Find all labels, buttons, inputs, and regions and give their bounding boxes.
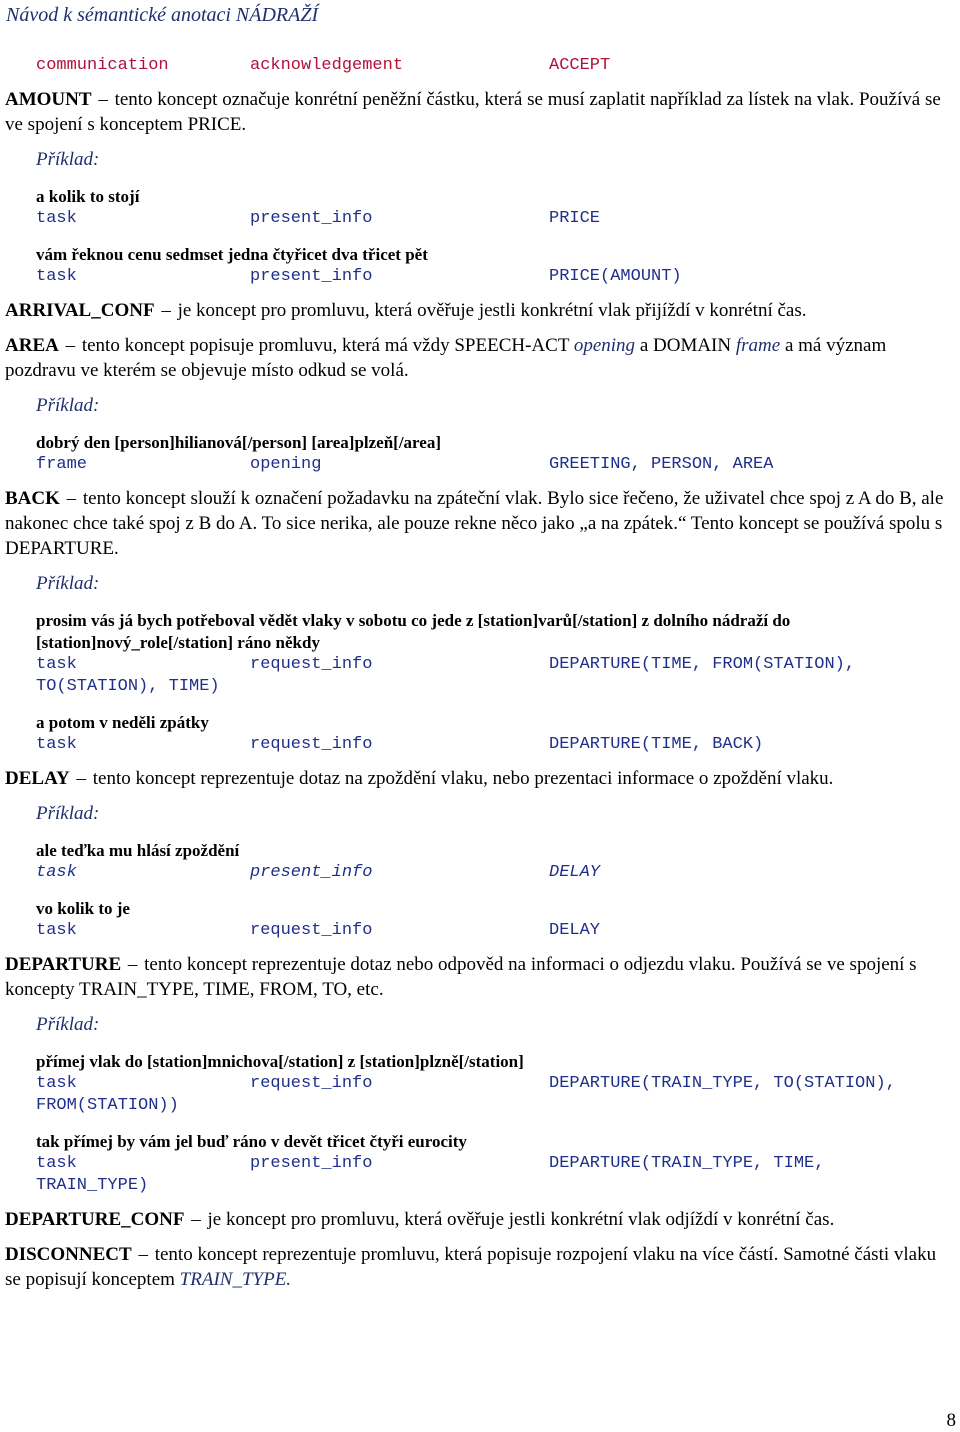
dialog-act: frame	[36, 455, 88, 474]
dialog-act: task	[36, 267, 77, 286]
term: BACK	[5, 488, 60, 509]
definition-text: a má význam pozdravu ve kterém se objevuje místo odkud se volá.	[5, 335, 887, 381]
speech-act: present_info	[250, 863, 373, 882]
example-label: Příklad:	[36, 395, 100, 416]
annotation-row	[0, 266, 960, 288]
definition-text: tento koncept reprezentuje promluvu, která popisuje rozpojení vlaku na více částí. Samotné části vlaku se popisují konceptem	[5, 1244, 937, 1290]
speech-act: request_info	[250, 735, 373, 754]
italic-term: TRAIN_TYPE.	[179, 1269, 292, 1290]
speech-act: request_info	[250, 1074, 373, 1093]
annotation-row	[0, 734, 960, 756]
dialog-act: task	[36, 209, 77, 228]
example-utterance: přímej vlak do [station]mnichova[/station] z [station]plzně[/station]	[36, 1052, 524, 1071]
speech-act: request_info	[250, 921, 373, 940]
example-utterance: vo kolik to je	[36, 899, 130, 918]
definition-amount: AMOUNT – tento koncept označuje konrétní peněžní částku, která se musí zaplatit například za lístek na vlak. Používá se ve spojení s konceptem PRICE.	[5, 89, 941, 135]
annotation-continuation: TO(STATION), TIME)	[36, 677, 220, 696]
dialog-act: task	[36, 655, 77, 674]
example-label: Příklad:	[36, 1014, 100, 1035]
term: DEPARTURE	[5, 954, 122, 975]
definition-departure-conf: DEPARTURE_CONF – je koncept pro promluvu, která ověřuje jestli konkrétní vlak odjíždí v konrétní čas.	[5, 1209, 835, 1230]
definition-departure: DEPARTURE – tento koncept reprezentuje dotaz nebo odpověd na informaci o odjezdu vlaku. Používá se ve spojení s koncepty TRAIN_TYPE, TIME, FROM, TO, etc.	[5, 954, 917, 1000]
annotation-row	[0, 55, 960, 77]
example-utterance: a potom v neděli zpátky	[36, 713, 209, 732]
annotation-continuation: FROM(STATION))	[36, 1096, 179, 1115]
example-utterance: prosim vás já bych potřeboval vědět vlaky v sobotu co jede z [station]varů[/station] z dolního nádraží do [station]nový_role[/station] ráno někdy	[36, 611, 791, 652]
dialog-act: task	[36, 1154, 77, 1173]
dialog-act: task	[36, 1074, 77, 1093]
annotation-row	[0, 920, 960, 942]
example-utterance: a kolik to stojí	[36, 187, 140, 206]
annotation-row	[0, 654, 960, 676]
definition-disconnect: DISCONNECT – tento koncept reprezentuje promluvu, která popisuje rozpojení vlaku na více částí. Samotné části vlaku se popisují konceptem TRAIN_TYPE.	[5, 1244, 937, 1290]
example-utterance: dobrý den [person]hilianová[/person] [area]plzeň[/area]	[36, 433, 441, 452]
example-label: Příklad:	[36, 803, 100, 824]
concept: DELAY	[549, 921, 601, 940]
term: DEPARTURE_CONF	[5, 1209, 185, 1230]
concept: DEPARTURE(TIME, BACK)	[549, 735, 764, 754]
running-header: Návod k sémantické anotaci NÁDRAŽÍ	[6, 4, 319, 26]
concept: PRICE(AMOUNT)	[549, 267, 682, 286]
concept: DEPARTURE(TRAIN_TYPE, TO(STATION),	[549, 1074, 896, 1093]
definition-text: tento koncept reprezentuje dotaz na zpoždění vlaku, nebo prezentaci informace o zpoždění vlaku.	[88, 768, 834, 789]
definition-text: a DOMAIN	[635, 335, 736, 356]
term: AMOUNT	[5, 89, 92, 110]
term: ARRIVAL_CONF	[5, 300, 155, 321]
annotation-row	[0, 454, 960, 476]
page-number: 8	[946, 1410, 956, 1431]
term: AREA	[5, 335, 59, 356]
definition-text: je koncept pro promluvu, která ověřuje jestli konkrétní vlak přijíždí v konrétní čas.	[172, 300, 807, 321]
definition-arrival-conf: ARRIVAL_CONF – je koncept pro promluvu, která ověřuje jestli konkrétní vlak přijíždí v konrétní čas.	[5, 300, 807, 321]
speech-act: present_info	[250, 267, 373, 286]
term: DELAY	[5, 768, 70, 789]
definition-area: AREA – tento koncept popisuje promluvu, která má vždy SPEECH-ACT opening a DOMAIN frame a má význam pozdravu ve kterém se objevuje místo odkud se volá.	[5, 335, 887, 381]
concept: ACCEPT	[549, 56, 611, 75]
definition-text: tento koncept označuje konrétní peněžní částku, která se musí zaplatit například za lístek na vlak. Používá se ve spojení s konceptem PRICE.	[5, 89, 941, 135]
annotation-row	[0, 1153, 960, 1175]
concept: PRICE	[549, 209, 601, 228]
definition-text: tento koncept reprezentuje dotaz nebo odpověd na informaci o odjezdu vlaku. Používá se ve spojení s koncepty TRAIN_TYPE, TIME, FROM, TO, etc.	[5, 954, 917, 1000]
annotation-continuation: TRAIN_TYPE)	[36, 1176, 149, 1195]
speech-act: present_info	[250, 209, 373, 228]
document-body	[0, 55, 960, 1292]
definition-text: tento koncept slouží k označení požadavku na zpáteční vlak. Bylo sice řečeno, že uživatel chce spoj z A do B, ale nakonec chce také spoj z B do A. To sice nerika, ale pouze rekne něco jako „a na zpátek.“ Tento koncept se používá spolu s DEPARTURE.	[5, 488, 944, 559]
speech-act: present_info	[250, 1154, 373, 1173]
dialog-act: task	[36, 921, 77, 940]
definition-back: BACK – tento koncept slouží k označení požadavku na zpáteční vlak. Bylo sice řečeno, že uživatel chce spoj z A do B, ale nakonec chce také spoj z B do A. To sice nerika, ale pouze rekne něco jako „a na zpátek.“ Tento koncept se používá spolu s DEPARTURE.	[5, 488, 944, 559]
definition-text: tento koncept popisuje promluvu, která má vždy SPEECH-ACT	[77, 335, 574, 356]
concept: DEPARTURE(TRAIN_TYPE, TIME,	[549, 1154, 825, 1173]
annotation-row	[0, 862, 960, 884]
annotation-row	[0, 1073, 960, 1095]
annotation-row	[0, 208, 960, 230]
italic-term: frame	[735, 335, 781, 356]
speech-act: acknowledgement	[250, 56, 404, 75]
definition-delay: DELAY – tento koncept reprezentuje dotaz na zpoždění vlaku, nebo prezentaci informace o zpoždění vlaku.	[5, 768, 834, 789]
dialog-act: communication	[36, 56, 169, 75]
example-utterance: vám řeknou cenu sedmset jedna čtyřicet dva třicet pět	[36, 245, 428, 264]
dialog-act: task	[36, 735, 77, 754]
concept: GREETING, PERSON, AREA	[549, 455, 774, 474]
example-label: Příklad:	[36, 573, 100, 594]
concept: DELAY	[549, 863, 601, 882]
example-label: Příklad:	[36, 149, 100, 170]
speech-act: opening	[250, 455, 322, 474]
italic-term: opening	[573, 335, 636, 356]
term: DISCONNECT	[5, 1244, 132, 1265]
example-utterance: ale teďka mu hlásí zpoždění	[36, 841, 240, 860]
concept: DEPARTURE(TIME, FROM(STATION),	[549, 655, 856, 674]
definition-text: je koncept pro promluvu, která ověřuje jestli konkrétní vlak odjíždí v konrétní čas.	[202, 1209, 835, 1230]
speech-act: request_info	[250, 655, 373, 674]
dialog-act: task	[36, 863, 77, 882]
example-utterance: tak přímej by vám jel buď ráno v devět třicet čtyři eurocity	[36, 1132, 467, 1151]
